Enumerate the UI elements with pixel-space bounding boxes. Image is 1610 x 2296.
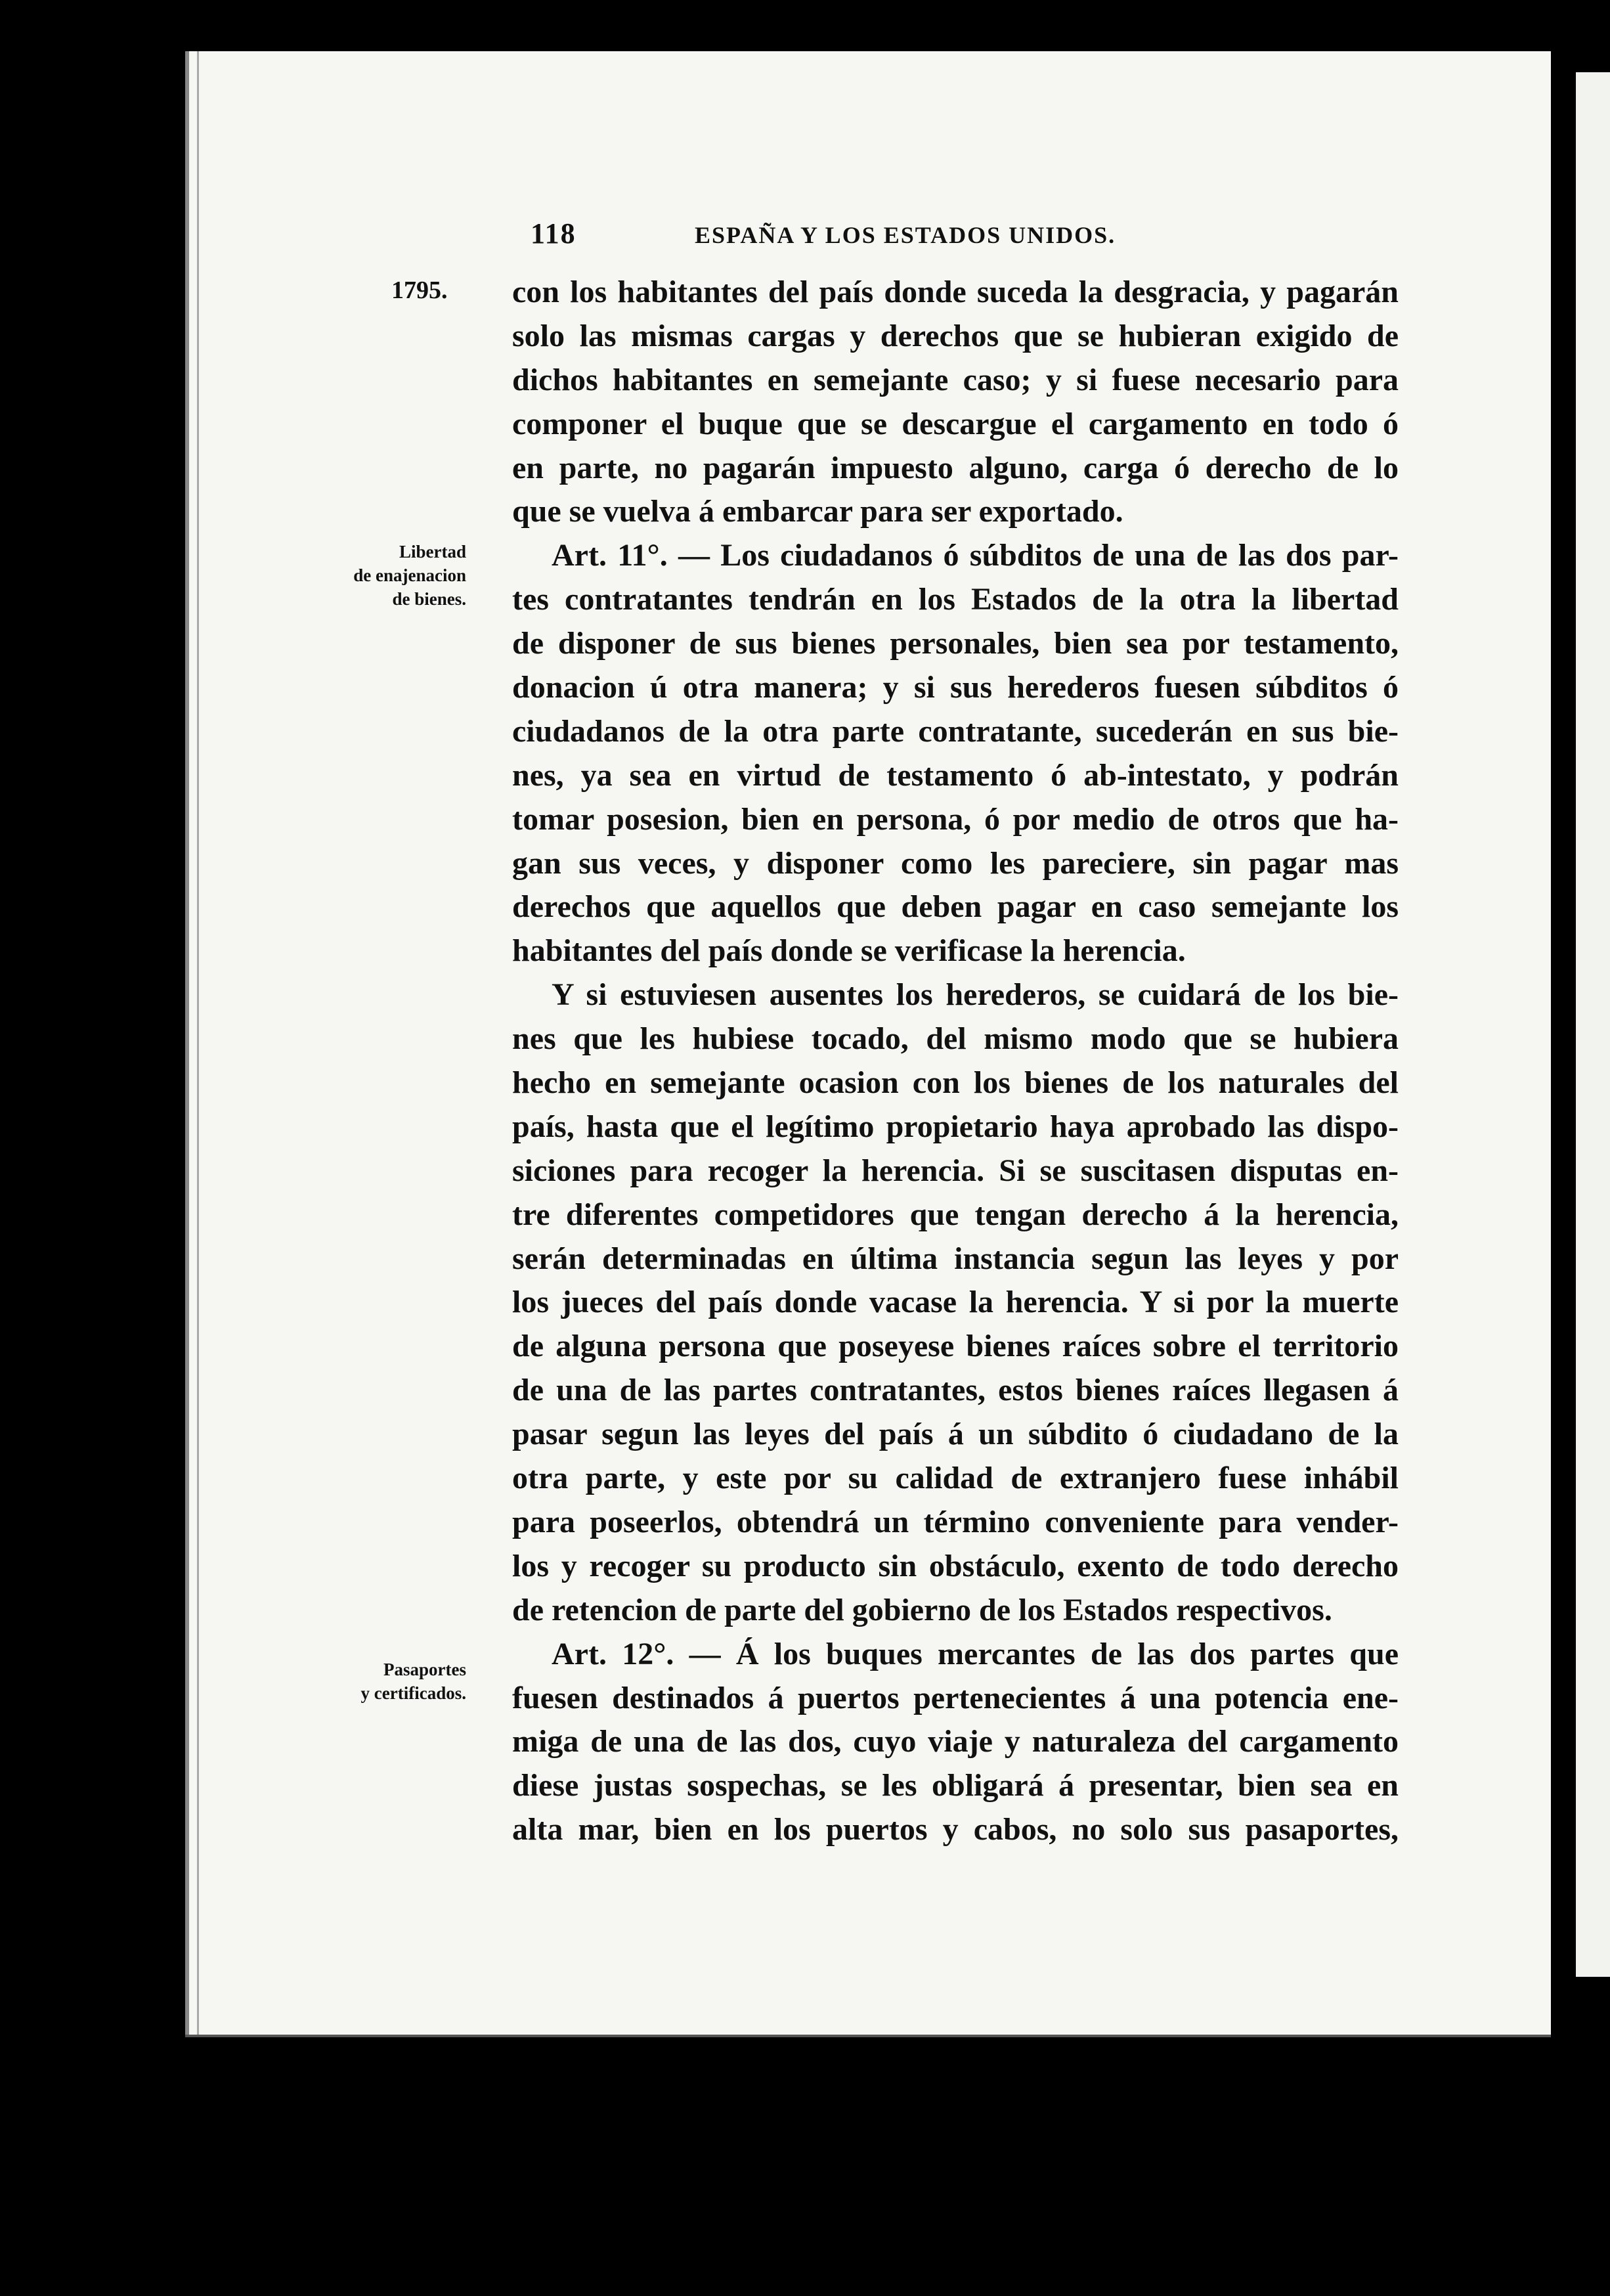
body-text (512, 271, 1399, 1852)
text-line: para poseerlos, obtendrá un término conveniente para vender- (512, 1504, 1399, 1539)
text-line: derechos que aquellos que deben pagar en caso semejante los (512, 889, 1399, 925)
margin-year: 1795. (391, 276, 448, 304)
text-line: habitantes del país donde se verificase la herencia. (512, 933, 1186, 969)
running-head (531, 217, 1253, 250)
margin-note-line: Libertad (399, 542, 466, 562)
text-line: dichos habitantes en semejante caso; y si fuese necesario para (512, 362, 1399, 397)
text-line: los y recoger su producto sin obstáculo, exento de todo derecho (512, 1548, 1399, 1583)
margin-note-pasaportes (311, 1658, 466, 1705)
text-line: alta mar, bien en los puertos y cabos, no solo sus pasaportes, (512, 1812, 1399, 1847)
text-line: fuesen destinados á puertos pertenecientes á una potencia ene- (512, 1680, 1399, 1715)
text-line: solo las mismas cargas y derechos que se hubieran exigido de (512, 318, 1399, 353)
text-line: de una de las partes contratantes, estos bienes raíces llegasen á (512, 1373, 1399, 1408)
text-line: Art. 11°. — Los ciudadanos ó súbditos de una de las dos par- (552, 538, 1399, 573)
page-left-edge (185, 51, 189, 2035)
text-line: tomar posesion, bien en persona, ó por medio de otros que ha- (512, 801, 1399, 837)
margin-note-line: y certificados. (360, 1683, 466, 1703)
text-line: componer el buque que se descargue el cargamento en todo ó (512, 406, 1399, 441)
text-line: donacion ú otra manera; y si sus herederos fuesen súbditos ó (512, 670, 1399, 705)
text-line: siciones para recoger la herencia. Si se suscitasen disputas en- (512, 1153, 1399, 1188)
text-line: de disponer de sus bienes personales, bien sea por testamento, (512, 626, 1399, 661)
next-page-edge (1576, 72, 1610, 1977)
page-bottom-edge (185, 2035, 1551, 2037)
text-line: pasar segun las leyes del país á un súbdito ó ciudadano de la (512, 1417, 1399, 1452)
text-line: tre diferentes competidores que tengan derecho á la herencia, (512, 1197, 1399, 1232)
text-line: nes, ya sea en virtud de testamento ó ab-intestato, y podrán (512, 757, 1399, 793)
text-line: nes que les hubiese tocado, del mismo modo que se hubiera (512, 1021, 1399, 1057)
margin-note-libertad (322, 540, 466, 611)
page-left-edge-inner (197, 51, 199, 2035)
text-line: gan sus veces, y disponer como les pareciere, sin pagar mas (512, 845, 1399, 881)
text-line: tes contratantes tendrán en los Estados de la otra la libertad (512, 582, 1399, 617)
text-line: país, hasta que el legítimo propietario haya aprobado las dispo- (512, 1109, 1399, 1144)
page-number: 118 (531, 217, 577, 250)
margin-note-line: de enajenacion (353, 565, 466, 585)
text-line: Y si estuviesen ausentes los herederos, se cuidará de los bie- (552, 977, 1399, 1013)
text-line: Art. 12°. — Á los buques mercantes de las dos partes que (552, 1636, 1399, 1671)
running-title: ESPAÑA Y LOS ESTADOS UNIDOS. (695, 222, 1116, 248)
text-line: de retencion de parte del gobierno de los Estados respectivos. (512, 1592, 1332, 1627)
text-line: miga de una de las dos, cuyo viaje y naturaleza del cargamento (512, 1724, 1399, 1759)
text-line: con los habitantes del país donde suceda la desgracia, y pagarán (512, 275, 1399, 309)
text-line: que se vuelva á embarcar para ser exportado. (512, 494, 1123, 529)
text-line: los jueces del país donde vacase la herencia. Y si por la muerte (512, 1285, 1399, 1320)
text-line: en parte, no pagarán impuesto alguno, carga ó derecho de lo (512, 450, 1399, 485)
text-line: ciudadanos de la otra parte contratante, sucederán en sus bie- (512, 713, 1399, 749)
text-line: de alguna persona que poseyese bienes raíces sobre el territorio (512, 1329, 1399, 1364)
margin-note-line: Pasaportes (383, 1660, 466, 1679)
text-line: serán determinadas en última instancia segun las leyes y por (512, 1241, 1399, 1276)
text-line: diese justas sospechas, se les obligará á presentar, bien sea en (512, 1768, 1399, 1803)
text-line: otra parte, y este por su calidad de extranjero fuese inhábil (512, 1461, 1399, 1496)
margin-note-line: de bienes. (392, 589, 466, 609)
text-line: hecho en semejante ocasion con los bienes de los naturales del (512, 1065, 1399, 1101)
